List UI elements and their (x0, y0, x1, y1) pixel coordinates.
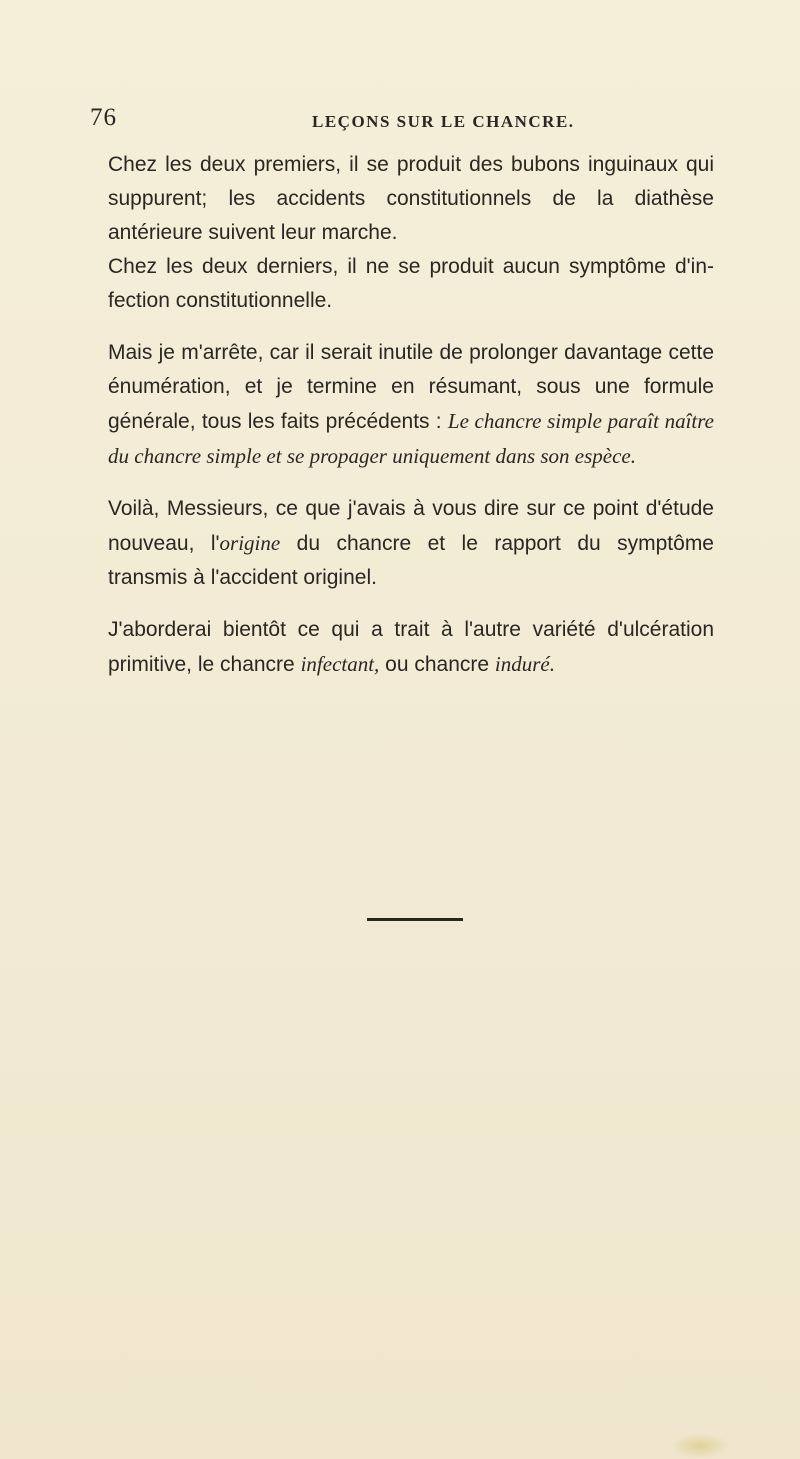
body-text (108, 148, 714, 682)
paragraph-2: Chez les deux derniers, il ne se produit aucun symptôme d'in-fection constitutionnelle. (108, 255, 714, 312)
paragraph-5 (108, 613, 714, 682)
paragraph-3 (108, 336, 714, 474)
paragraph-3-italic: Le chancre simple paraît naître du chancre simple et se propager uniquement dans son espèce. (108, 409, 714, 468)
paragraph-1: Chez les deux premiers, il se produit des bubons inguinaux qui suppurent; les accidents constitutionnels de la diathèse antérieure suivent leur marche. (108, 153, 714, 244)
paragraph-3-text: Mais je m'arrête, car il serait inutile de prolonger davantage cette énumération, et je termine en résumant, sous une formule générale, tous les faits précédents : (108, 341, 714, 433)
paper-stain (670, 1433, 730, 1459)
end-rule (367, 918, 463, 921)
page-number: 76 (90, 104, 117, 131)
running-head: LEÇONS SUR LE CHANCRE. (312, 112, 575, 131)
page-header (90, 104, 730, 144)
paragraph-5-italic-1: infectant, (300, 652, 380, 676)
paragraph-5-before: J'aborderai bientôt ce qui a trait à l'autre variété d'ulcération primitive, le chancre (108, 618, 714, 676)
paragraph-5-italic-2: induré. (494, 652, 555, 676)
paragraph-4-before: Voilà, Messieurs, ce que j'avais à vous dire sur ce point d'étude nouveau, l' (108, 497, 714, 555)
paragraph-4-after: du chancre et le rapport du symptôme transmis à l'accident originel. (108, 532, 714, 589)
paragraph-5-middle: ou chancre (379, 653, 495, 676)
paragraph-4 (108, 492, 714, 595)
paragraph-4-italic: origine (219, 531, 281, 555)
